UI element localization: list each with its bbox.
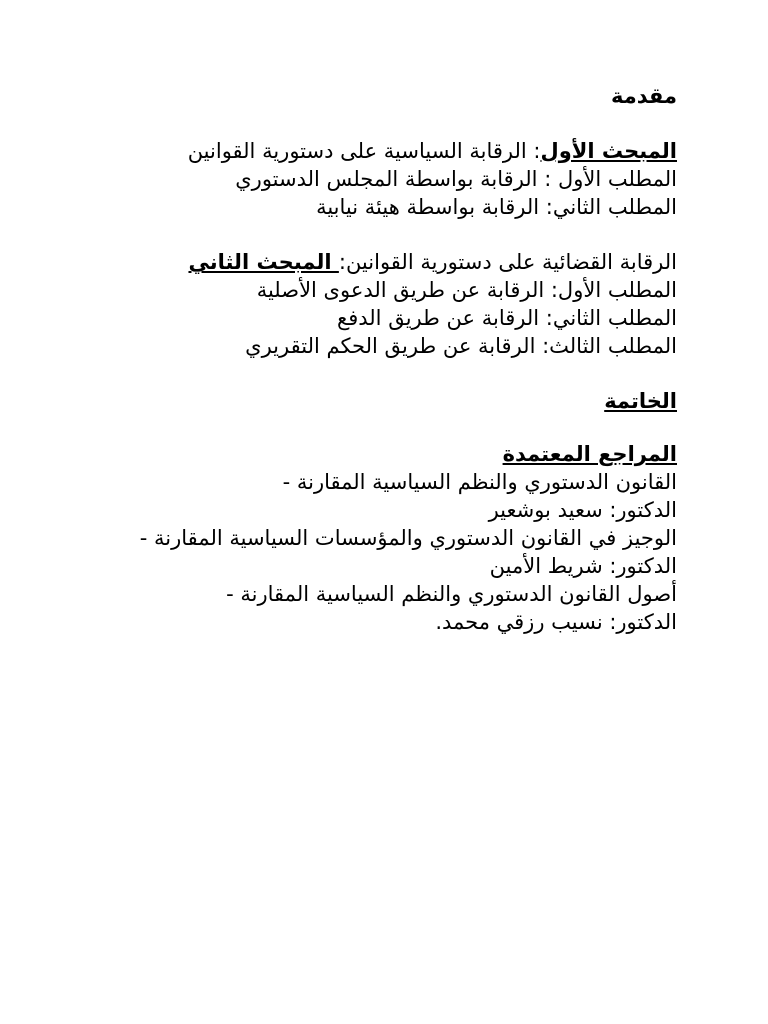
chapter2-title <box>157 248 677 276</box>
reference-line-1: القانون الدستوري والنظم السياسية المقارنة - <box>282 470 677 494</box>
chapter1-heading: المبحث الأول <box>540 139 677 163</box>
chapter2-section-3: المطلب الثالث: الرقابة عن طريق الحكم التقريري <box>245 334 677 358</box>
chapter2-section-1: المطلب الأول: الرقابة عن طريق الدعوى الأصلية <box>256 278 677 302</box>
chapter1-title-text: : الرقابة السياسية على دستورية القوانين <box>187 139 541 163</box>
document-page <box>60 82 677 636</box>
references-heading: المراجع المعتمدة <box>502 442 677 466</box>
reference-line-3: الوجيز في القانون الدستوري والمؤسسات السياسية المقارنة - <box>139 526 677 550</box>
chapter2-heading: المبحث الثاني <box>188 250 339 274</box>
spacer <box>60 110 677 137</box>
spacer <box>60 415 677 440</box>
conclusion-heading: الخاتمة <box>604 389 677 413</box>
spacer <box>60 360 677 387</box>
reference-line-6: الدكتور: نسيب رزقي محمد. <box>435 610 677 634</box>
chapter2-section-2: المطلب الثاني: الرقابة عن طريق الدفع <box>337 306 677 330</box>
chapter1-section-2: المطلب الثاني: الرقابة بواسطة هيئة نيابية <box>316 195 677 219</box>
reference-line-2: الدكتور: سعيد بوشعير <box>488 498 677 522</box>
intro-heading: مقدمة <box>611 84 677 108</box>
reference-line-5: أصول القانون الدستوري والنظم السياسية المقارنة - <box>226 582 677 606</box>
spacer <box>60 221 677 248</box>
chapter1-section-1: المطلب الأول : الرقابة بواسطة المجلس الدستوري <box>235 167 677 191</box>
chapter2-title-text: الرقابة القضائية على دستورية القوانين: <box>338 250 677 274</box>
chapter1-title <box>177 137 677 165</box>
reference-line-4: الدكتور: شريط الأمين <box>489 554 677 578</box>
